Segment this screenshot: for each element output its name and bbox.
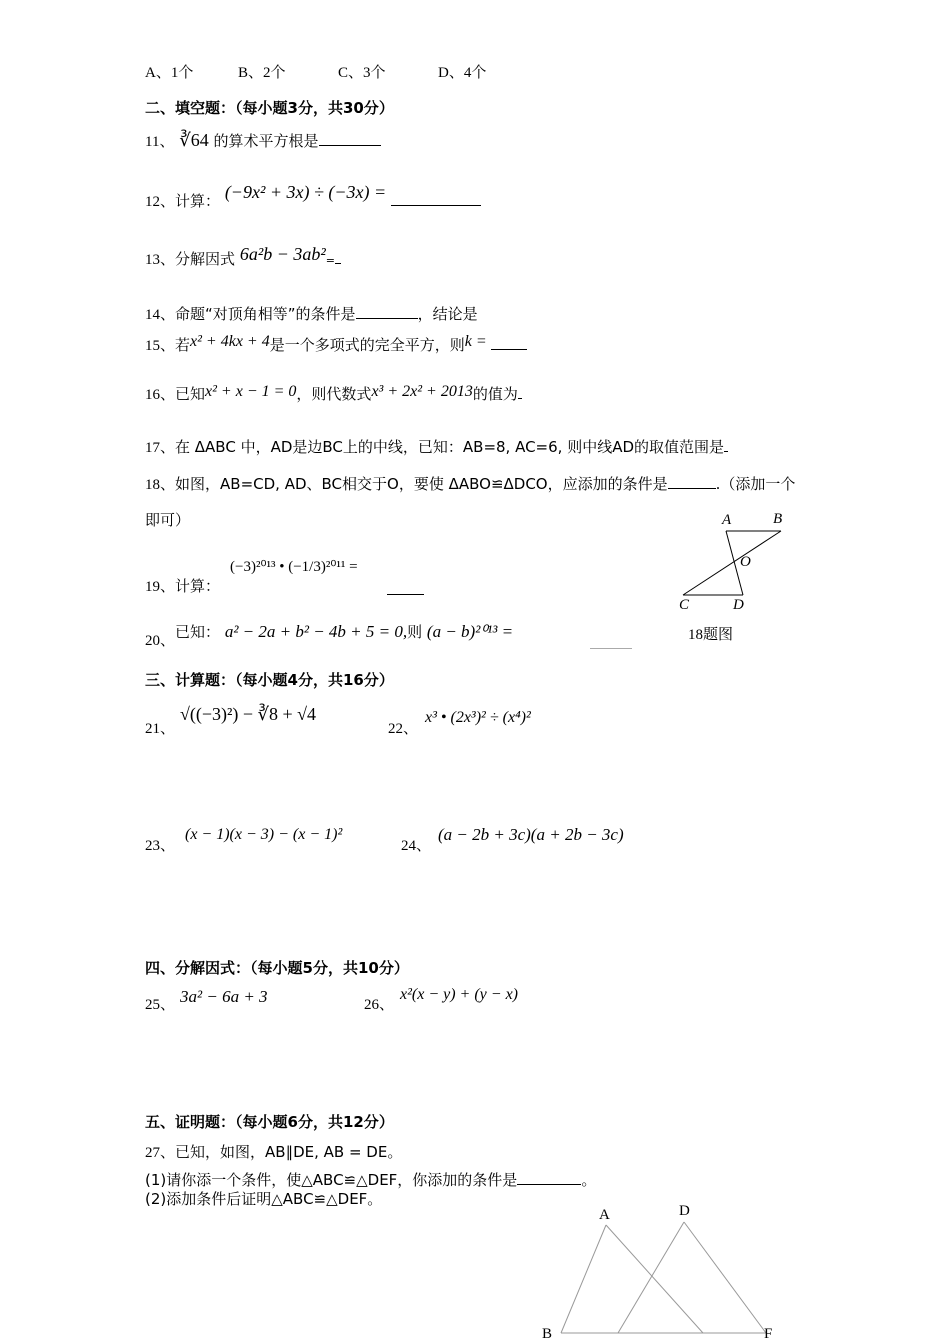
section-2-title: 二、填空题：（每小题3分，共30分） bbox=[145, 99, 394, 117]
fig18-label-o: O bbox=[740, 554, 751, 570]
q-expr-2: x³ + 2x² + 2013 bbox=[371, 383, 473, 400]
q-number: 13、 bbox=[145, 252, 176, 268]
q22-expr: x³ • (2x³)² ÷ (x⁴)² bbox=[425, 709, 531, 726]
question-27-part-1 bbox=[145, 1170, 596, 1189]
q19-answer-blank[interactable] bbox=[387, 580, 424, 595]
q-text: 分解因式 bbox=[175, 250, 236, 268]
q-text: 如图，AB=CD, AD、BC相交于O，要使 ΔABO≌ΔDCO，应添加的条件是 bbox=[175, 475, 668, 493]
question-27 bbox=[145, 1142, 402, 1163]
q-number: 27、 bbox=[145, 1145, 176, 1161]
q-text: 在 ΔABC 中，AD是边BC上的中线，已知：AB=8, AC=6, 则中线AD的取值范围是 bbox=[175, 438, 725, 456]
q-text: 已知： bbox=[175, 623, 221, 641]
q21-expr: √((−3)²) − ∛8 + √4 bbox=[180, 704, 317, 724]
q-expr-2: (a − b)²⁰¹³ = bbox=[426, 622, 514, 641]
q-text: 命题“对顶角相等”的条件是 bbox=[175, 305, 356, 323]
q-tail: ，结论是 bbox=[417, 305, 478, 323]
question-23 bbox=[145, 835, 175, 856]
q19-expr: (−3)²⁰¹³ • (−1/3)²⁰¹¹ = bbox=[230, 559, 358, 575]
q-number: 20、 bbox=[145, 633, 176, 649]
section-5-title: 五、证明题：（每小题6分，共12分） bbox=[145, 1113, 394, 1131]
fig18-label-d: D bbox=[733, 597, 744, 613]
q-expr: x² + 4kx + 4 bbox=[190, 333, 270, 350]
q-expr: 6a²b − 3ab² bbox=[239, 244, 326, 264]
q23-expr: (x − 1)(x − 3) − (x − 1)² bbox=[185, 826, 343, 843]
q-expr: a² − 2a + b² − 4b + 5 = 0, bbox=[224, 622, 408, 641]
q-mid: 则 bbox=[407, 623, 423, 641]
q-expr: (−9x² + 3x) ÷ (−3x) = bbox=[224, 182, 387, 202]
q-expr-2: k = bbox=[464, 333, 487, 350]
section-3-title: 三、计算题：（每小题4分，共16分） bbox=[145, 671, 394, 689]
q-number: 15、 bbox=[145, 338, 176, 354]
fig18-label-b: B bbox=[773, 511, 783, 527]
q-pre: 已知 bbox=[175, 385, 206, 403]
q-number: 19、 bbox=[145, 579, 176, 595]
q-number: 24、 bbox=[401, 838, 432, 854]
question-24 bbox=[401, 835, 431, 856]
question-27-part-2: (2)添加条件后证明△ABC≌△DEF。 bbox=[145, 1190, 383, 1208]
q-text: 计算： bbox=[175, 192, 221, 210]
q20-answer-blank[interactable] bbox=[590, 634, 632, 649]
q-text: 已知，如图，AB∥DE, AB = DE。 bbox=[175, 1143, 403, 1161]
q-number: 21、 bbox=[145, 721, 176, 737]
q-text: 的算术平方根是 bbox=[213, 132, 319, 150]
fig18-caption: 18题图 bbox=[688, 627, 734, 643]
question-19 bbox=[145, 576, 220, 597]
q-number: 23、 bbox=[145, 838, 176, 854]
fig18-label-c: C bbox=[679, 597, 690, 613]
q-number: 14、 bbox=[145, 307, 176, 323]
question-21 bbox=[145, 718, 175, 739]
q-number: 11、 bbox=[145, 134, 175, 150]
question-26 bbox=[364, 994, 394, 1015]
fig27-label-b: B bbox=[542, 1326, 553, 1342]
q-number: 12、 bbox=[145, 194, 176, 210]
q-number: 16、 bbox=[145, 387, 176, 403]
q-number: 22、 bbox=[388, 721, 419, 737]
option-d: D、4个 bbox=[438, 65, 487, 81]
question-18-continued: 即可） bbox=[145, 511, 191, 529]
fig27-label-d: D bbox=[679, 1203, 690, 1219]
q-number: 25、 bbox=[145, 997, 176, 1013]
q-number: 17、 bbox=[145, 440, 176, 456]
q-text: 的值为 bbox=[472, 385, 518, 403]
fig18-label-a: A bbox=[722, 512, 732, 528]
fig27-label-a: A bbox=[599, 1207, 610, 1223]
question-22 bbox=[388, 718, 418, 739]
q-expr: x² + x − 1 = 0 bbox=[205, 383, 297, 400]
q-text: (1)请你添一个条件，使△ABC≌△DEF，你添加的条件是 bbox=[145, 1171, 518, 1189]
q-text: 是一个多项式的完全平方，则 bbox=[269, 336, 465, 354]
option-c: C、3个 bbox=[338, 65, 386, 81]
q-tail: .（添加一个 bbox=[715, 475, 796, 493]
q-expr: ∛64 bbox=[179, 130, 209, 150]
q-text: 计算： bbox=[175, 577, 221, 595]
q24-expr: (a − 2b + 3c)(a + 2b − 3c) bbox=[438, 825, 624, 844]
question-20 bbox=[145, 622, 514, 649]
answer-blank[interactable] bbox=[517, 1170, 581, 1185]
q-mid: ，则代数式 bbox=[296, 385, 372, 403]
q-tail: = bbox=[325, 254, 335, 267]
option-a: A、1个 bbox=[145, 65, 194, 81]
fig27-label-f: F bbox=[764, 1326, 773, 1342]
q25-expr: 3a² − 6a + 3 bbox=[180, 987, 268, 1006]
question-25 bbox=[145, 994, 175, 1015]
q-number: 18、 bbox=[145, 477, 176, 493]
q26-expr: x²(x − y) + (y − x) bbox=[400, 986, 519, 1003]
section-4-title: 四、分解因式：（每小题5分，共10分） bbox=[145, 959, 409, 977]
q-pre: 若 bbox=[175, 336, 191, 354]
q-number: 26、 bbox=[364, 997, 395, 1013]
q-tail: 。 bbox=[581, 1171, 597, 1189]
option-b: B、2个 bbox=[238, 65, 286, 81]
